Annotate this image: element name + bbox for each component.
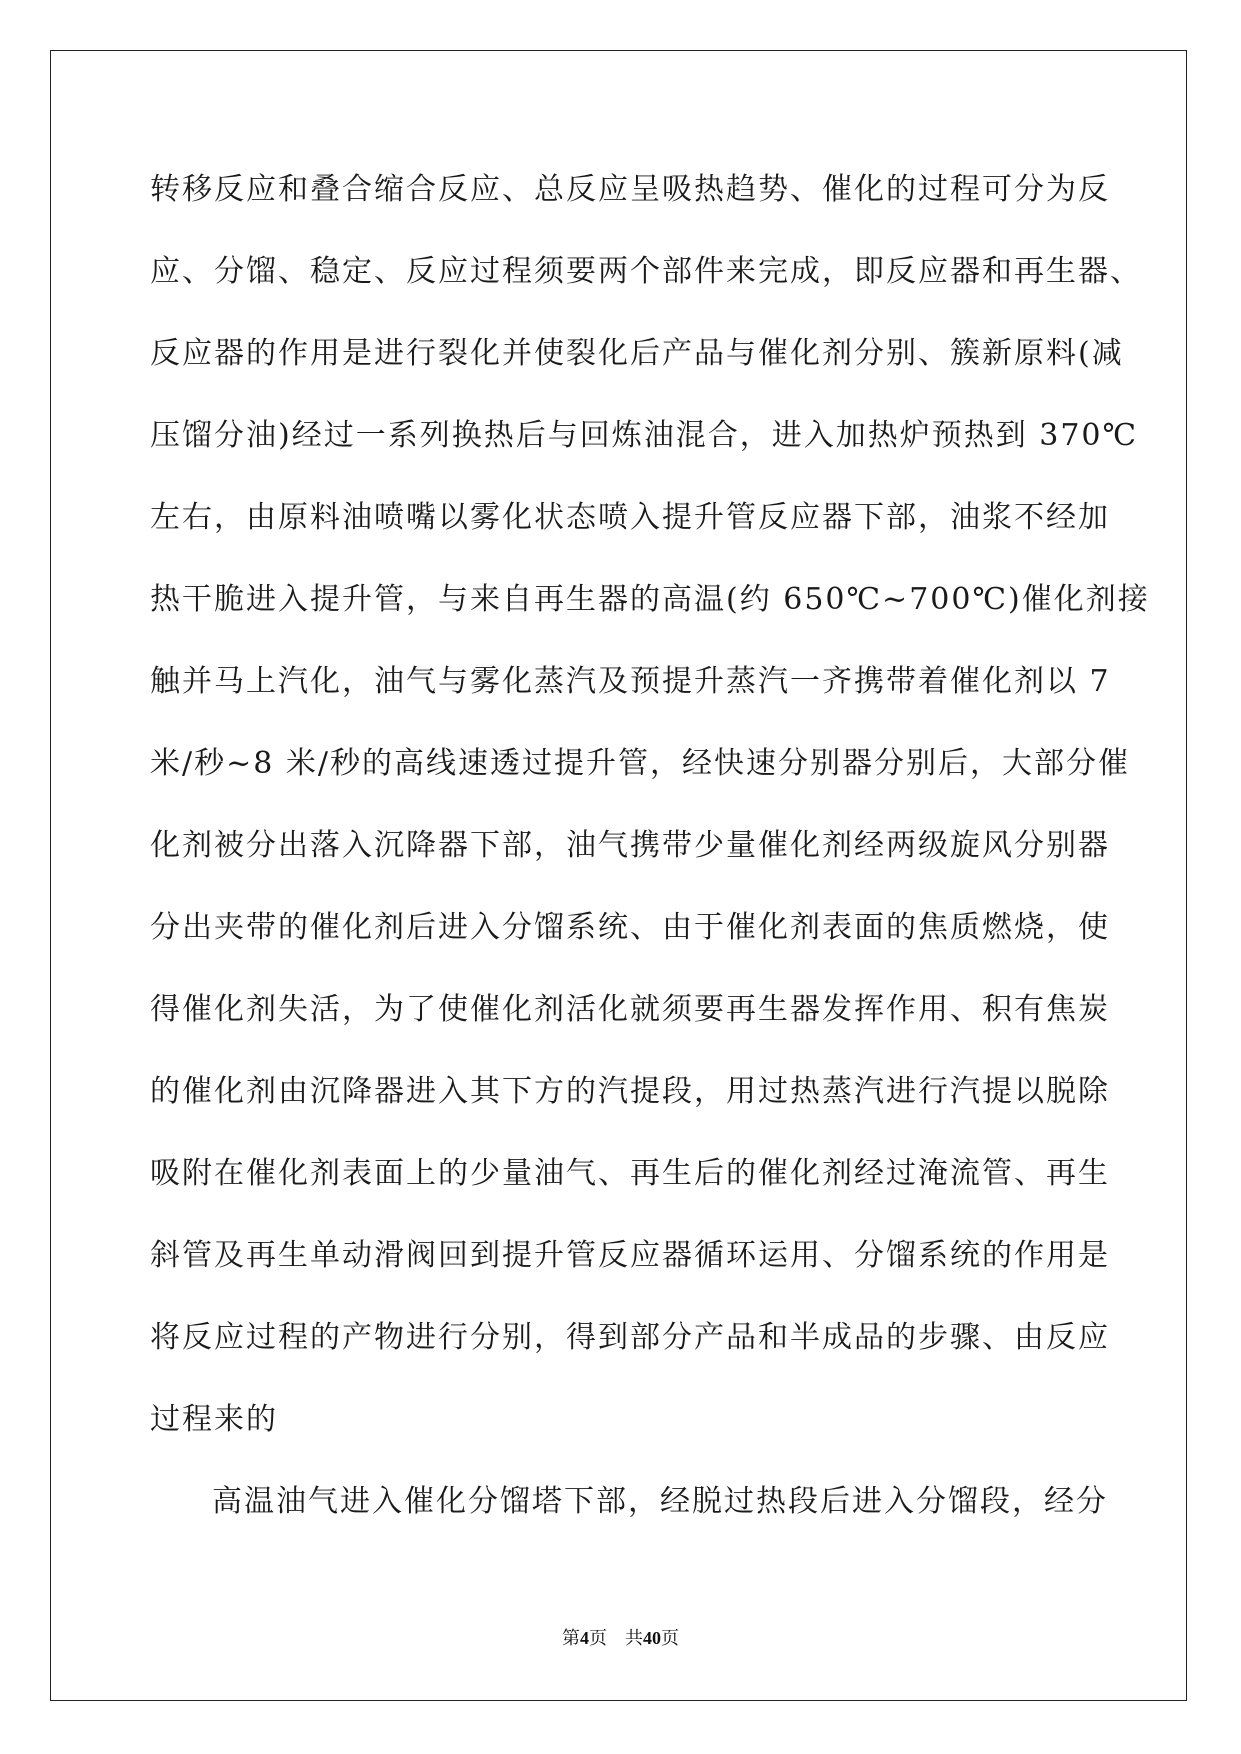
- text-line: 压馏分油)经过一系列换热后与回炼油混合，进入加热炉预热到 370℃: [150, 418, 1139, 453]
- page-footer: [0, 1624, 1241, 1650]
- text-line: 应、分馏、稳定、反应过程须要两个部件来完成，即反应器和再生器、: [150, 254, 1142, 289]
- page-number: 4: [580, 1628, 589, 1648]
- text-line: 热干脆进入提升管，与来自再生器的高温(约 650℃~700℃)催化剂接: [150, 582, 1150, 617]
- text-line: 触并马上汽化，油气与雾化蒸汽及预提升蒸汽一齐携带着催化剂以 7: [150, 664, 1111, 699]
- text-line: 化剂被分出落入沉降器下部，油气携带少量催化剂经两级旋风分别器: [150, 828, 1110, 863]
- text-line: 的催化剂由沉降器进入其下方的汽提段，用过热蒸汽进行汽提以脱除: [150, 1074, 1110, 1109]
- total-prefix: 共: [625, 1628, 643, 1649]
- text-line: 米/秒~8 米/秒的高线速透过提升管，经快速分别器分别后，大部分催: [150, 746, 1130, 781]
- text-line: 分出夹带的催化剂后进入分馏系统、由于催化剂表面的焦质燃烧，使: [150, 910, 1110, 945]
- text-line: 过程来的: [150, 1402, 278, 1437]
- total-pages: 40: [643, 1628, 661, 1648]
- text-line: 转移反应和叠合缩合反应、总反应呈吸热趋势、催化的过程可分为反: [150, 172, 1110, 207]
- text-line: 左右，由原料油喷嘴以雾化状态喷入提升管反应器下部，油浆不经加: [150, 500, 1110, 535]
- text-line: 吸附在催化剂表面上的少量油气、再生后的催化剂经过淹流管、再生: [150, 1156, 1110, 1191]
- body-text: [150, 160, 1150, 1554]
- page-suffix: 页: [589, 1628, 607, 1649]
- paragraph-start-line: 高温油气进入催化分馏塔下部，经脱过热段后进入分馏段，经分: [212, 1484, 1108, 1519]
- text-line: 斜管及再生单动滑阀回到提升管反应器循环运用、分馏系统的作用是: [150, 1238, 1110, 1273]
- page-prefix: 第: [562, 1628, 580, 1649]
- text-line: 得催化剂失活，为了使催化剂活化就须要再生器发挥作用、积有焦炭: [150, 992, 1110, 1027]
- text-line: 将反应过程的产物进行分别，得到部分产品和半成品的步骤、由反应: [150, 1320, 1110, 1355]
- total-suffix: 页: [661, 1628, 679, 1649]
- text-line: 反应器的作用是进行裂化并使裂化后产品与催化剂分别、簇新原料(减: [150, 336, 1124, 371]
